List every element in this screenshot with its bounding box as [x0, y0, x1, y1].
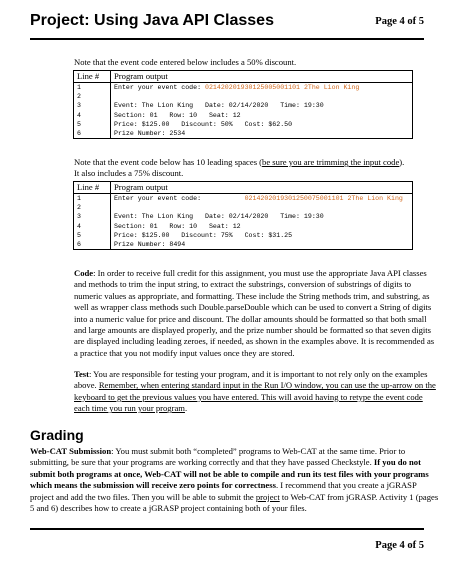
- example2-table: [73, 181, 413, 250]
- test-paragraph: Test: You are responsible for testing your program, and it is important to not rely only on the examples above. Remember, when entering standard input in the Run I/O window, you can use the up-arrow on the keyboard to get the previous values you have entered. This will avoid having to retype the event code each time you run your program.: [74, 369, 436, 414]
- example2-intro: Note that the event code below has 10 leading spaces (be sure you are trimming the input code). It also includes a 75% discount.: [74, 157, 405, 179]
- col-output-header: Program output: [111, 182, 413, 194]
- line-numbers: 1 2 3 4 5 6: [74, 194, 111, 250]
- col-output-header: Program output: [111, 71, 413, 83]
- example1-table: [73, 70, 413, 139]
- col-line-header: Line #: [74, 71, 111, 83]
- program-output: Enter your event code: 0214202019301250075001101 2The Lion King Event: The Lion King Date: 02/14/2020 Time: 19:30 Section: 01 Row: 10 Seat: 12 Price: $125.00 Discount: 75% Cost: $31.25 Prize Number: 8494: [111, 194, 413, 250]
- col-line-header: Line #: [74, 182, 111, 194]
- code-paragraph: Code: In order to receive full credit for this assignment, you must use the appropriate Java API classes and methods to trim the input string, to extract the substrings, conversion of substrings of digits to numeric values as appropriate, and formatting. These include the String methods trim, and substring, as well as wrapper class methods such Double.parseDouble which can be used to convert a String of digits into a numeric value for price and discount. The dollar amounts should be formatted so that both small and large amounts are displayed properly, and the prize number should be formatted so that seven digits are displayed including leading zeroes, if needed, as shown in the examples above. It is recommended as a practice that you not modify input values once they are stored.: [74, 268, 435, 358]
- footer-page-number: Page 4 of 5: [375, 540, 424, 551]
- input-event-code: 0214202019301250075001101 2The Lion King: [244, 195, 403, 202]
- footer-rule: [30, 528, 424, 530]
- header-page-number: Page 4 of 5: [375, 16, 424, 27]
- webcat-paragraph: Web-CAT Submission: You must submit both “completed” programs to Web-CAT at the same time. Prior to submitting, be sure that your programs are working correctly and that they have passed Checkstyle. If you do not submit both programs at once, Web-CAT will not be able to compile and run its test files with your programs which means the submission will receive zero points for correctness. I recommend that you create a jGRASP project and add the two files. Then you will be able to submit the project to Web-CAT from jGRASP. Activity 1 (pages 5 and 6) describes how to create a jGRASP project containing both of your files.: [30, 446, 439, 514]
- page-header: [30, 10, 424, 40]
- program-output: Enter your event code: 021420201930125005001101 2The Lion King Event: The Lion King Date: 02/14/2020 Time: 19:30 Section: 01 Row: 10 Seat: 12 Price: $125.00 Discount: 50% Cost: $62.50 Prize Number: 2534: [111, 83, 413, 139]
- grading-heading: Grading: [30, 427, 84, 443]
- line-numbers: 1 2 3 4 5 6: [74, 83, 111, 139]
- example1-intro: Note that the event code entered below includes a 50% discount.: [74, 57, 297, 67]
- input-event-code: 021420201930125005001101 2The Lion King: [205, 84, 360, 91]
- document-title: Project: Using Java API Classes: [30, 12, 274, 29]
